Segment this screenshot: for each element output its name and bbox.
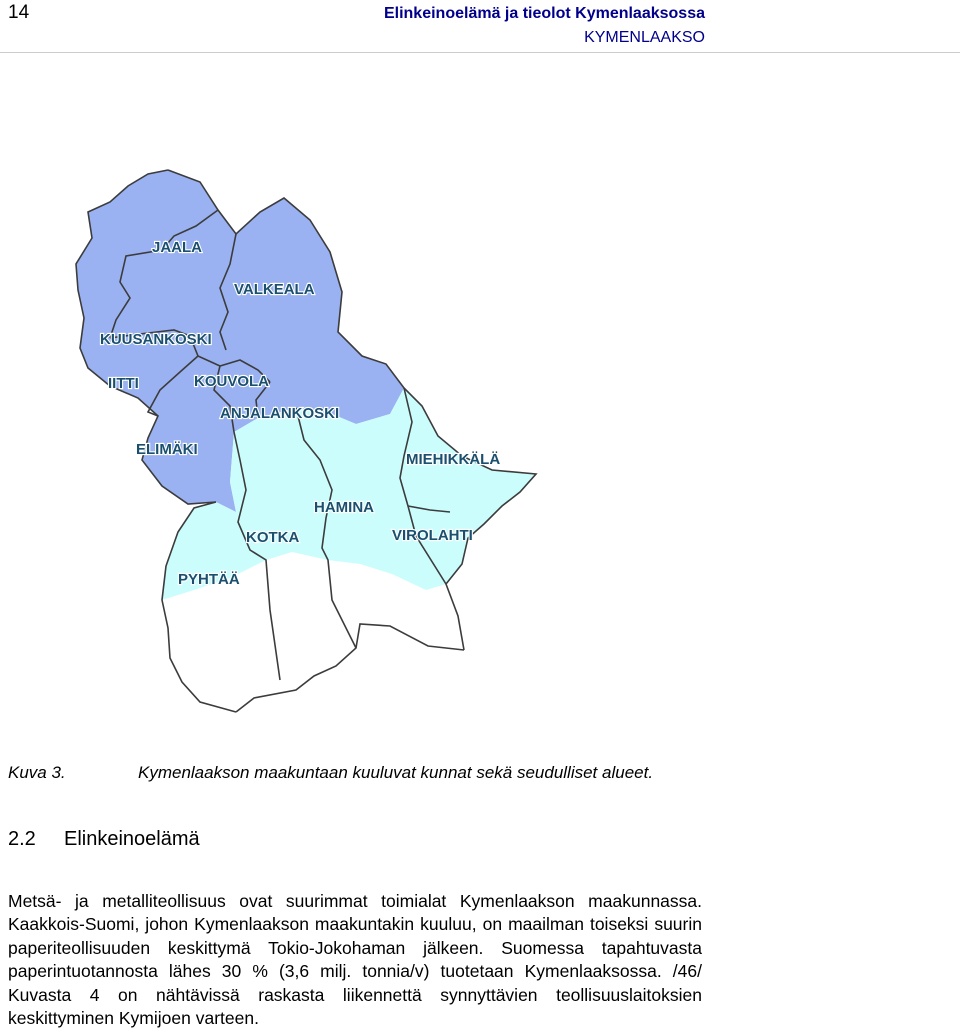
label-valkeala: VALKEALA [234,281,315,298]
label-hamina: HAMINA [314,499,374,516]
caption-number: Kuva 3. [8,763,66,782]
label-iitti: IITTI [108,375,139,392]
header-subtitle: KYMENLAAKSO [584,29,705,46]
municipality-map [70,160,550,720]
label-elimaki: ELIMÄKI [136,441,198,458]
map-svg [70,160,550,720]
figure-caption [8,763,653,783]
header-rule [0,52,960,53]
section-title: Elinkeinoelämä [64,828,200,850]
caption-text: Kymenlaakson maakuntaan kuuluvat kunnat sekä seudulliset alueet. [138,763,654,782]
label-kouvola: KOUVOLA [194,373,269,390]
label-miehikkala: MIEHIKKÄLÄ [406,451,501,468]
section-number: 2.2 [8,828,36,850]
label-pyhtaa: PYHTÄÄ [178,571,240,588]
label-virolahti: VIROLAHTI [392,527,473,544]
header-title: Elinkeinoelämä ja tieolot Kymenlaaksossa [383,5,705,22]
label-anjalankoski: ANJALANKOSKI [220,405,340,422]
label-jaala: JAALA [152,239,203,256]
page-number: 14 [8,2,30,23]
running-header [384,2,705,50]
label-kotka: KOTKA [246,529,300,546]
section-heading [8,828,200,851]
body-paragraph: Metsä- ja metalliteollisuus ovat suurimmat toimialat Kymenlaakson maakunnassa. Kaakkois-Suomi, johon Kymenlaakson maakuntakin kuuluu, on maailman toiseksi suurin paperiteollisuuden keskittymä Tokio-Jokohaman jälkeen. Suomessa tapahtuvasta paperintuotannosta lähes 30 % (3,6 milj. tonnia/v) tuotetaan Kymenlaaksossa. /46/ Kuvasta 4 on nähtävissä raskasta liikennettä synnyttävien teollisuuslaitoksien keskittyminen Kymijoen varteen. [8,890,702,1028]
label-kuusankoski: KUUSANKOSKI [100,331,212,348]
